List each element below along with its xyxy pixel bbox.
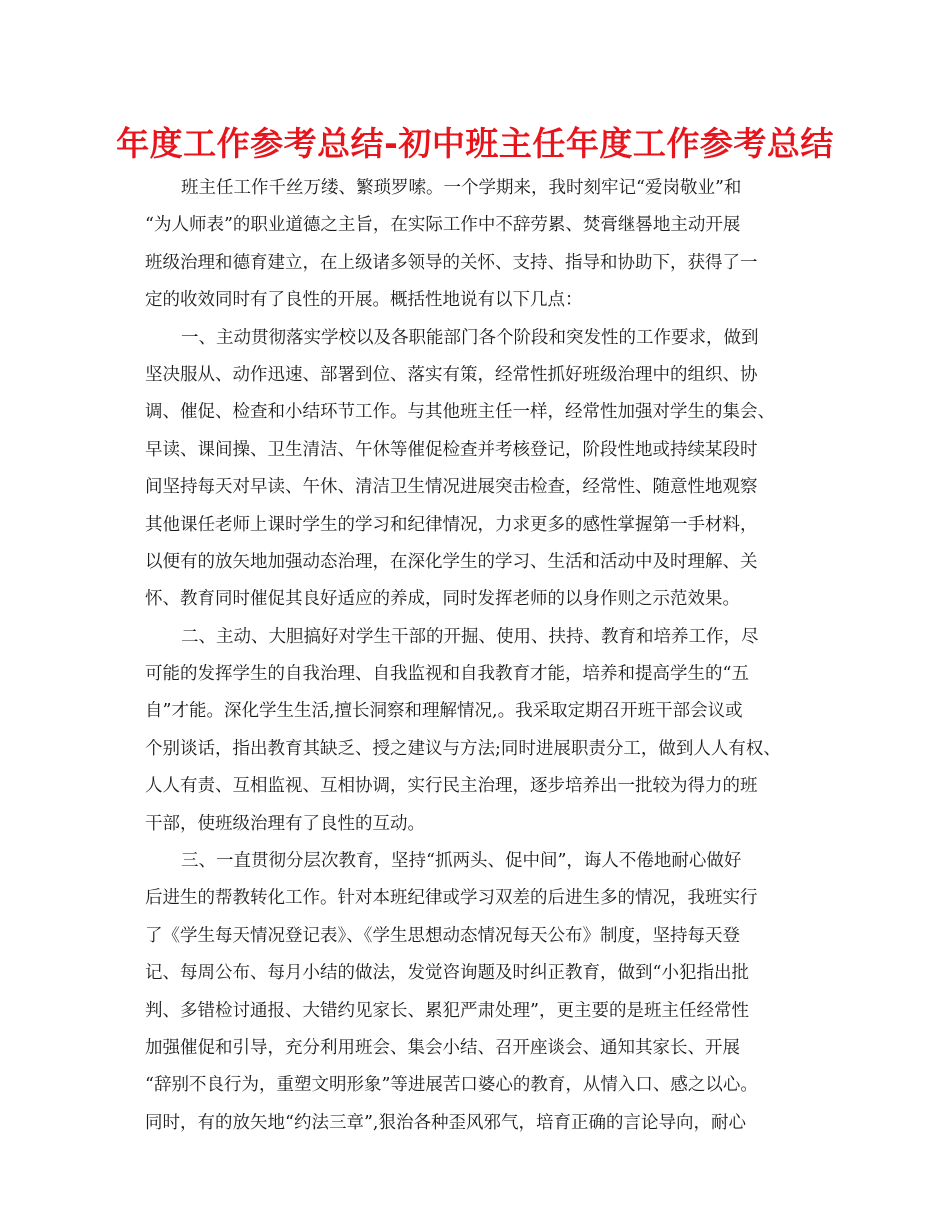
body-line: 其他课任老师上课时学生的学习和纪律情况，力求更多的感性掌握第一手材料， [145, 514, 758, 535]
document-body [145, 170, 815, 1142]
body-line: 以便有的放矢地加强动态治理，在深化学生的学习、生活和活动中及时理解、关 [145, 551, 758, 572]
body-line: 定的收效同时有了良性的开展。概括性地说有以下几点： [145, 290, 583, 311]
document-title: 年度工作参考总结-初中班主任年度工作参考总结 [116, 124, 834, 163]
body-line: 早读、课间操、卫生清洁、午休等催促检查并考核登记，阶段性地或持续某段时 [145, 439, 758, 460]
body-line: 坚决服从、动作迅速、部署到位、落实有策，经常性抓好班级治理中的组织、协 [145, 364, 758, 385]
body-line: 后进生的帮教转化工作。针对本班纪律或学习双差的后进生多的情况，我班实行 [145, 888, 758, 909]
body-line: 记、每周公布、每月小结的做法，发觉咨询题及时纠正教育，做到“小犯指出批 [145, 963, 749, 984]
body-line: 一、主动贯彻落实学校以及各职能部门各个阶段和突发性的工作要求，做到 [181, 327, 759, 348]
body-line: 判、多错检讨通报、大错约见家长、累犯严肃处理”，更主要的是班主任经常性 [145, 1000, 749, 1021]
body-line: 二、主动、大胆搞好对学生干部的开掘、使用、扶持、教育和培养工作，尽 [181, 626, 759, 647]
body-line: 干部，使班级治理有了良性的互动。 [145, 813, 425, 834]
body-line: “辞别不良行为，重塑文明形象”等进展苦口婆心的教育，从情入口、感之以心。 [145, 1075, 758, 1096]
body-line: 自”才能。深化学生生活,擅长洞察和理解情况,。我采取定期召开班干部会议或 [145, 701, 743, 722]
body-line: 加强催促和引导，充分利用班会、集会小结、召开座谈会、通知其家长、开展 [145, 1037, 740, 1058]
body-line: 怀、教育同时催促其良好适应的养成，同时发挥老师的以身作则之示范效果。 [145, 589, 740, 610]
body-line: 间坚持每天对早读、午休、清洁卫生情况进展突击检查，经常性、随意性地观察 [145, 477, 758, 498]
body-line: 人人有责、互相监视、互相协调，实行民主治理，逐步培养出一批较为得力的班 [145, 776, 758, 797]
body-line: 三、一直贯彻分层次教育，坚持“抓两头、促中间”，诲人不倦地耐心做好 [181, 851, 742, 872]
body-line: 可能的发挥学生的自我治理、自我监视和自我教育才能，培养和提高学生的“五 [145, 664, 749, 685]
body-line: 了《学生每天情况登记表》、《学生思想动态情况每天公布》制度，坚持每天登 [145, 925, 740, 946]
body-line: 同时，有的放矢地“约法三章”,狠治各种歪风邪气，培育正确的言论导向，耐心 [145, 1112, 746, 1133]
body-line: 班主任工作千丝万缕、繁琐罗嗦。一个学期来，我时刻牢记“爱岗敬业”和 [181, 178, 742, 198]
body-line: 调、催促、检查和小结环节工作。与其他班主任一样，经常性加强对学生的集会、 [145, 402, 775, 423]
body-line: 个别谈话，指出教育其缺乏、授之建议与方法;同时进展职责分工，做到人人有权、 [145, 738, 781, 759]
body-line: “为人师表”的职业道德之主旨，在实际工作中不辞劳累、焚膏继晷地主动开展 [145, 215, 741, 236]
body-line: 班级治理和德育建立，在上级诸多领导的关怀、支持、指导和协助下，获得了一 [145, 252, 758, 273]
